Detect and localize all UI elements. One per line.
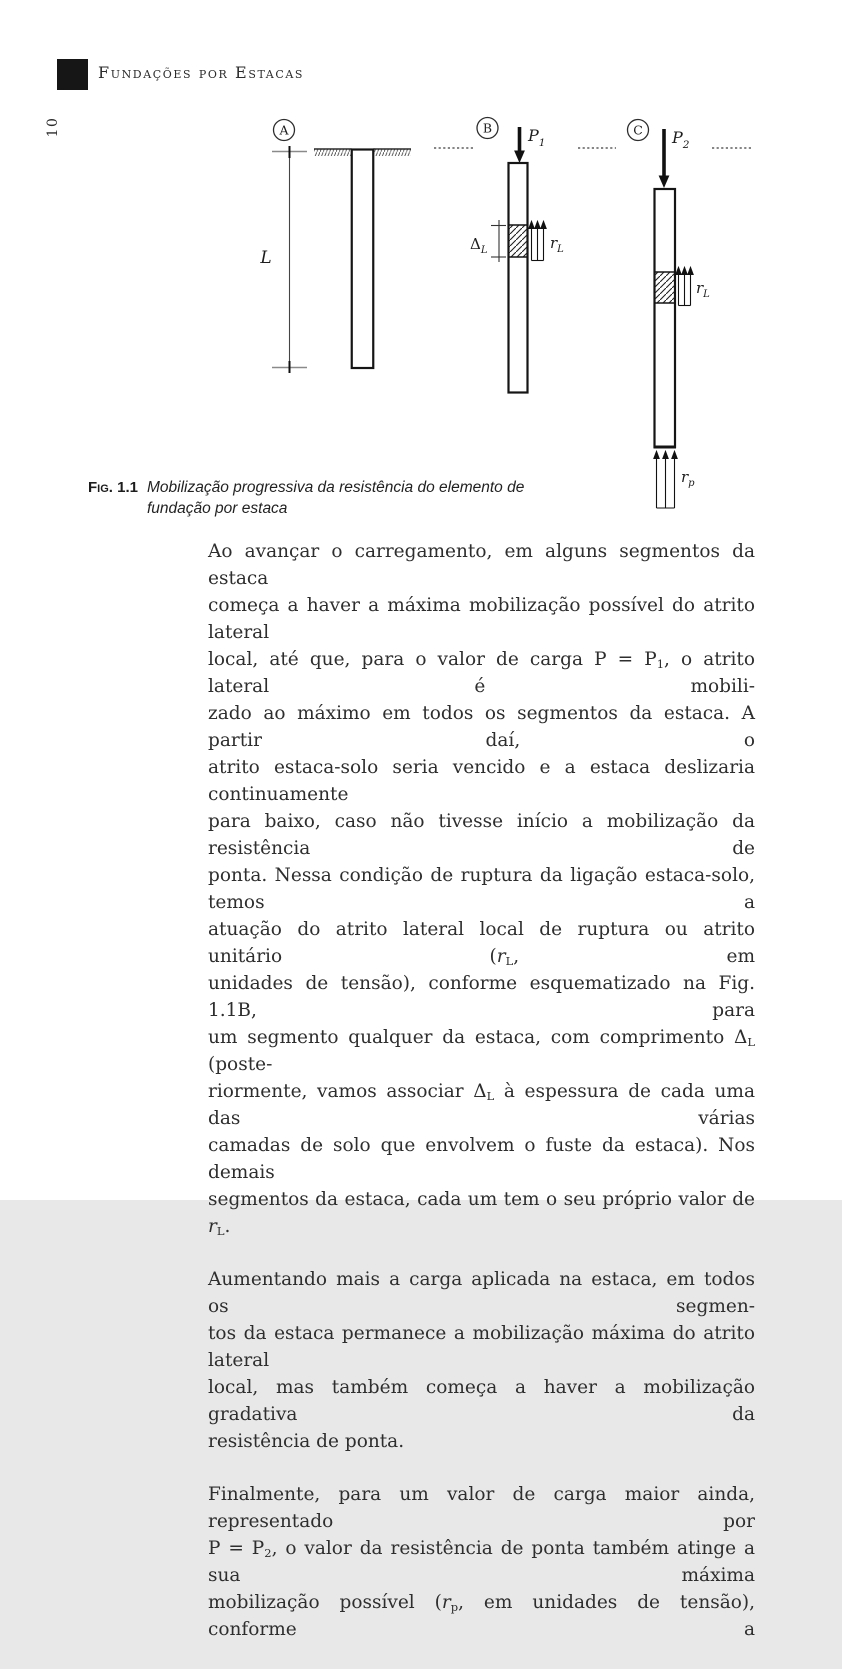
load-label-p1: $P_1$	[528, 126, 546, 149]
text-line: atrito estaca-solo seria vencido e a estaca deslizaria continuamente	[208, 757, 755, 805]
text-line: Ao avançar o carregamento, em alguns segmentos da estaca	[208, 541, 755, 589]
text-line: atuação do atrito lateral local de ruptura ou atrito unitário ($r_L$, em	[208, 919, 755, 969]
text-line: $P = P_2$, o valor da resistência de ponta também atinge a sua máxima	[208, 1538, 755, 1586]
tip-resistance-arrows	[654, 452, 677, 509]
panel-label-a: A	[279, 122, 289, 138]
text-line: local, até que, para o valor de carga $P = P_1$, o atrito lateral é mobili-	[208, 649, 756, 697]
segment-length-label: $\Delta_L$	[470, 235, 488, 256]
load-label-p2: $P_2$	[672, 128, 690, 151]
panel-label-b: B	[482, 120, 493, 136]
length-label: L	[260, 248, 272, 268]
text-line: camadas de solo que envolvem o fuste da estaca). Nos demais	[208, 1135, 755, 1183]
pile-shaft-b	[509, 163, 528, 393]
text-line: unidades de tensão), conforme esquematizado na Fig. 1.1B, para	[208, 973, 755, 1021]
text-line: resistência de ponta.	[208, 1431, 405, 1452]
text-line: para baixo, caso não tivesse início a mobilização da resistência de	[208, 811, 755, 859]
lateral-friction-label-b: $r_L$	[550, 234, 564, 255]
page-number: 10	[45, 116, 61, 138]
pile-panel-a	[259, 120, 411, 374]
text-line: segmentos da estaca, cada um tem o seu próprio valor de $r_L$.	[208, 1189, 755, 1239]
pile-shaft-a	[352, 150, 374, 369]
chapter-marker-square	[57, 59, 88, 90]
tip-resistance-label: $r_p$	[681, 468, 695, 489]
load-arrow-p1	[514, 127, 525, 163]
running-head-title: Fundações por Estacas	[98, 63, 305, 82]
figure-caption-line: Mobilização progressiva da resistência do elemento de	[146, 479, 525, 496]
pile-panel-b	[470, 118, 564, 393]
text-line: riormente, vamos associar $\Delta_L$ à espessura de cada uma das várias	[208, 1081, 755, 1129]
segment-length-dimension	[491, 220, 506, 262]
pile-panel-c	[628, 120, 711, 509]
lateral-friction-arrows-c	[676, 268, 693, 306]
figure-caption-text	[147, 477, 524, 519]
text-line: Finalmente, para um valor de carga maior ainda, representado por	[208, 1484, 755, 1532]
text-line: tos da estaca permanece a mobilização máxima do atrito lateral	[208, 1323, 755, 1371]
body-text	[208, 538, 755, 1669]
figure-caption	[88, 477, 558, 519]
lateral-friction-arrows-b	[529, 222, 546, 261]
text-line: começa a haver a máxima mobilização possível do atrito lateral	[208, 595, 755, 643]
paragraph	[208, 1266, 755, 1455]
pile-shaft-c	[655, 189, 676, 447]
figure-1-1-diagram	[230, 108, 790, 520]
text-line: zado ao máximo em todos os segmentos da estaca. A partir daí, o	[208, 703, 755, 751]
load-arrow-p2	[659, 129, 670, 188]
figure-caption-line: fundação por estaca	[146, 500, 288, 517]
mobilized-segment-c	[655, 272, 676, 303]
paragraph	[208, 1481, 755, 1643]
text-line: Aumentando mais a carga aplicada na estaca, em todos os segmen-	[208, 1269, 755, 1317]
text-line: ponta. Nessa condição de ruptura da ligação estaca-solo, temos a	[208, 865, 755, 913]
mobilized-segment-b	[509, 225, 528, 257]
paragraph	[208, 538, 755, 1240]
text-line: um segmento qualquer da estaca, com comprimento $\Delta_L$ (poste-	[208, 1027, 755, 1075]
figure-caption-label: Fig. 1.1	[88, 479, 138, 496]
panel-label-c: C	[633, 122, 643, 138]
lateral-friction-label-c: $r_L$	[696, 279, 710, 300]
length-dimension	[272, 146, 307, 373]
text-line: mobilização possível ($r_p$, em unidades de tensão), conforme a	[208, 1592, 755, 1640]
text-line: local, mas também começa a haver a mobilização gradativa da	[208, 1377, 755, 1425]
